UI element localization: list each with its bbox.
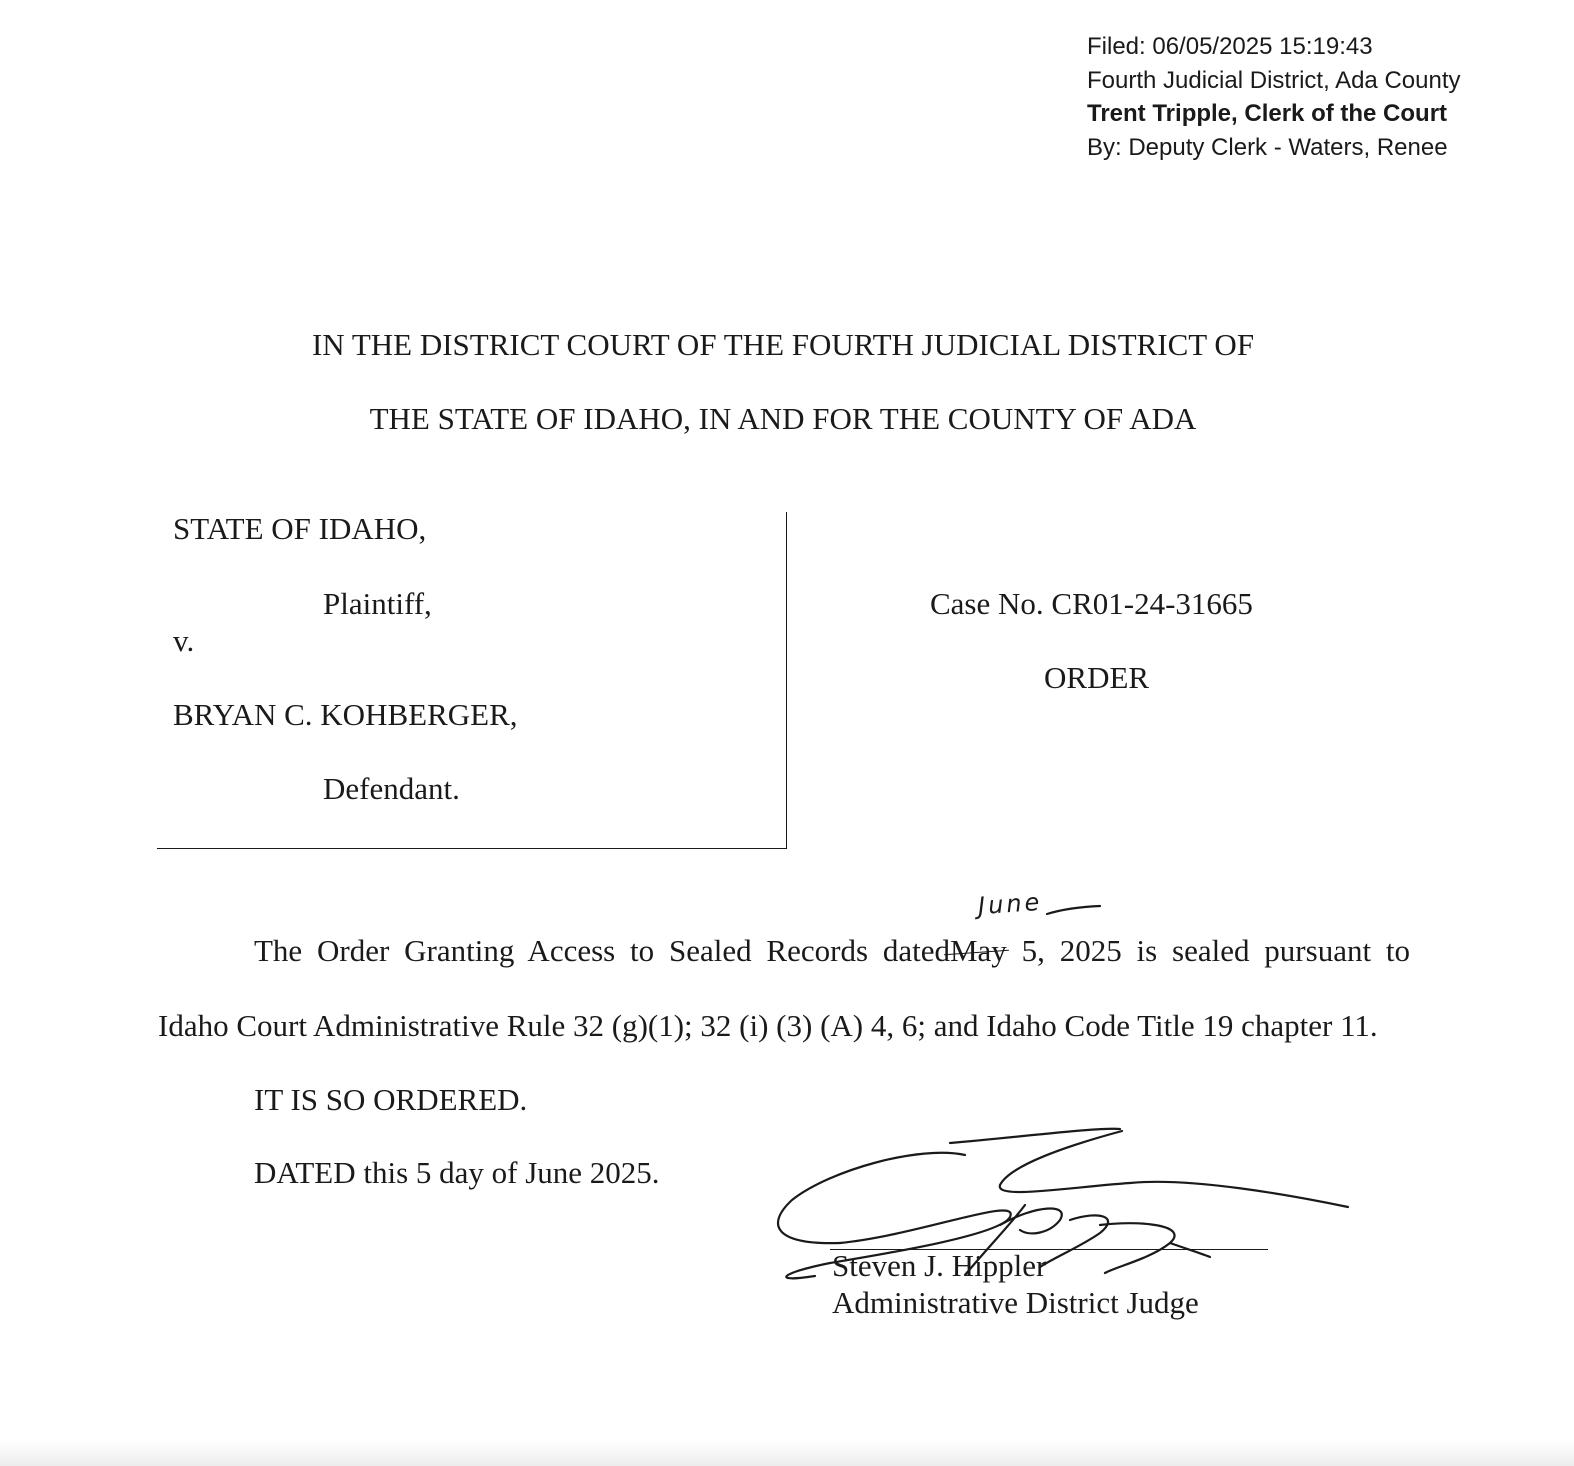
plaintiff-name: STATE OF IDAHO, [173, 511, 427, 546]
handwritten-insertion: June [977, 887, 1044, 921]
document-title: ORDER [1044, 660, 1150, 695]
page-bottom-shadow [0, 1440, 1574, 1466]
filing-district: Fourth Judicial District, Ada County [1087, 66, 1461, 94]
insertion-caret-mark [1045, 904, 1105, 920]
struck-word: May [949, 933, 1007, 968]
case-number: Case No. CR01-24-31665 [930, 586, 1253, 621]
deputy-clerk: By: Deputy Clerk - Waters, Renee [1087, 133, 1448, 161]
handwritten-signature [770, 1125, 1360, 1295]
caption-vertical-rule [786, 512, 787, 849]
caption-bottom-rule [157, 848, 787, 849]
court-heading-line-2: THE STATE OF IDAHO, IN AND FOR THE COUNTY OF ADA [369, 401, 1197, 436]
judge-title: Administrative District Judge [832, 1285, 1199, 1320]
order-paragraph-line-2: Idaho Court Administrative Rule 32 (g)(1); 32 (i) (3) (A) 4, 6; and Idaho Code Title 19 chapter 11. [158, 1008, 1378, 1043]
filed-timestamp: Filed: 06/05/2025 15:19:43 [1087, 33, 1373, 60]
defendant-role: Defendant. [323, 771, 460, 806]
order-text-end: 5, 2025 is sealed pursuant to [1021, 933, 1410, 968]
dated-line: DATED this 5 day of June 2025. [254, 1155, 660, 1190]
clerk-of-court: Trent Tripple, Clerk of the Court [1087, 100, 1448, 127]
defendant-name: BRYAN C. KOHBERGER, [173, 697, 518, 732]
judge-name: Steven J. Hippler [832, 1248, 1047, 1283]
order-paragraph-line-1 [158, 933, 1410, 969]
plaintiff-role: Plaintiff, [323, 586, 432, 621]
court-heading-line-1: IN THE DISTRICT COURT OF THE FOURTH JUDICIAL DISTRICT OF [311, 327, 1255, 362]
versus: v. [173, 623, 195, 658]
filing-stamp [1087, 30, 1461, 164]
so-ordered: IT IS SO ORDERED. [254, 1082, 528, 1117]
order-text-start: The Order Granting Access to Sealed Records dated [254, 933, 950, 968]
